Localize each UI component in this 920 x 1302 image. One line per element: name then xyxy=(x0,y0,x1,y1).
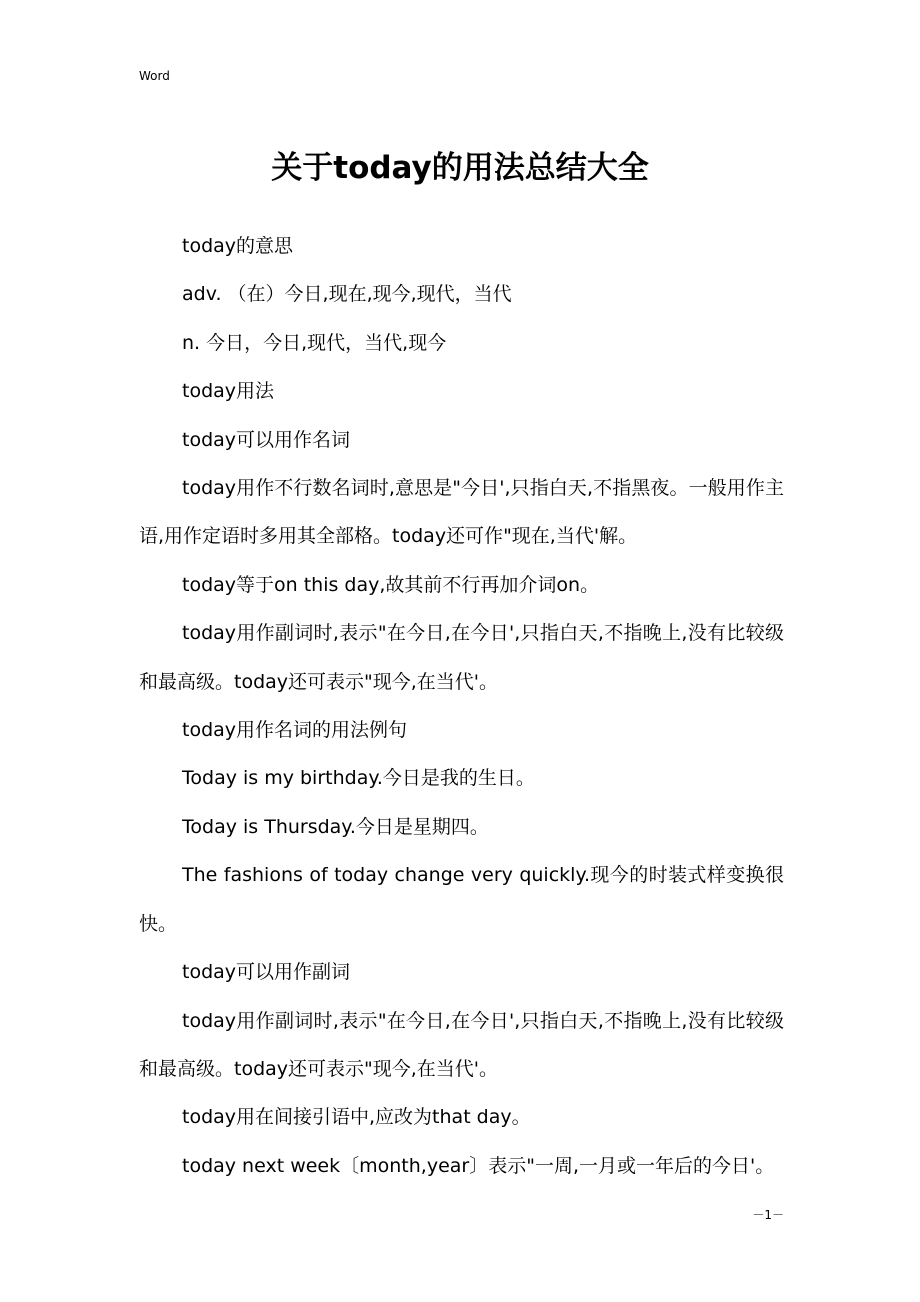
paragraph: adv. （在）今日,现在,现今,现代，当代 xyxy=(182,283,512,306)
header-label: Word xyxy=(139,69,170,83)
paragraph: today用作副词时,表示"在今日,在今日',只指白天,不指晚上,没有比较级和最高级。today还可表示"现今,在当代'。 xyxy=(139,622,784,693)
paragraph: today用法 xyxy=(182,380,275,403)
paragraph: today等于on this day,故其前不行再加介词on。 xyxy=(182,573,600,596)
page-number: －1－ xyxy=(752,1208,784,1222)
document-body xyxy=(139,222,784,1190)
paragraph: today的意思 xyxy=(182,235,294,257)
paragraph: today用作副词时,表示"在今日,在今日',只指白天,不指晚上,没有比较级和最高级。today还可表示"现今,在当代'。 xyxy=(139,1009,784,1080)
paragraph: today用在间接引语中,应改为that day。 xyxy=(182,1106,531,1129)
paragraph: today用作不行数名词时,意思是"今日',只指白天,不指黑夜。一般用作主语,用作定语时多用其全部格。today还可作"现在,当代'解。 xyxy=(139,477,784,548)
paragraph: The fashions of today change very quickly.现今的时装式样变换很快。 xyxy=(139,864,784,935)
paragraph: today next week〔month,year〕表示"一周,一月或一年后的今日'。 xyxy=(182,1154,775,1177)
paragraph: Today is Thursday.今日是星期四。 xyxy=(182,815,489,838)
paragraph: n. 今日，今日,现代，当代,现今 xyxy=(182,331,447,354)
paragraph: today用作名词的用法例句 xyxy=(182,719,408,742)
paragraph: Today is my birthday.今日是我的生日。 xyxy=(182,767,535,790)
document-title: 关于today的用法总结大全 xyxy=(271,150,649,186)
paragraph: today可以用作名词 xyxy=(182,428,351,451)
paragraph: today可以用作副词 xyxy=(182,961,351,984)
